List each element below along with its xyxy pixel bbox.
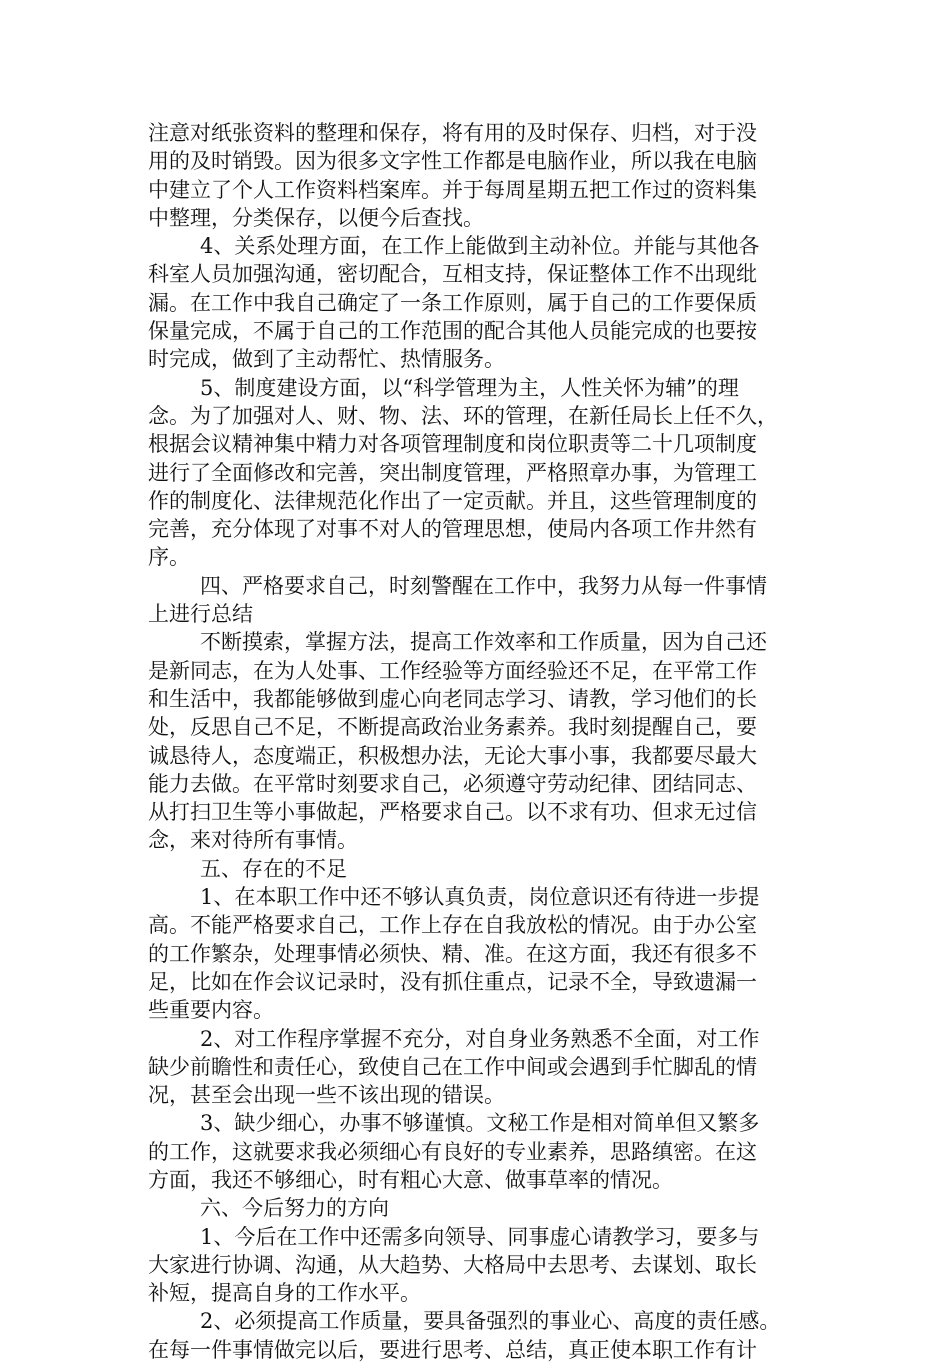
text-line: 方面，我还不够细心，时有粗心大意、做事草率的情况。 xyxy=(148,1167,673,1192)
text-line: 补短，提高自身的工作水平。 xyxy=(148,1281,421,1306)
text-line: 处，反思自己不足，不断提高政治业务素养。我时刻提醒自己，要 xyxy=(148,715,757,740)
text-line: 科室人员加强沟通，密切配合，互相支持，保证整体工作不出现纰 xyxy=(148,262,757,287)
text-line: 2、对工作程序掌握不充分，对自身业务熟悉不全面，对工作 xyxy=(200,1026,760,1051)
text-line: 高。不能严格要求自己，工作上存在自我放松的情况。由于办公室 xyxy=(148,913,757,938)
text-line: 能力去做。在平常时刻要求自己，必须遵守劳动纪律、团结同志、 xyxy=(148,771,757,796)
text-line: 在每一件事情做完以后，要进行思考、总结，真正使本职工作有计 xyxy=(148,1337,757,1362)
text-line: 四、严格要求自己，时刻警醒在工作中，我努力从每一件事情 xyxy=(200,573,767,598)
text-line: 保量完成，不属于自己的工作范围的配合其他人员能完成的也要按 xyxy=(148,319,757,344)
text-line: 漏。在工作中我自己确定了一条工作原则，属于自己的工作要保质 xyxy=(148,290,757,315)
text-line: 2、必须提高工作质量，要具备强烈的事业心、高度的责任感。 xyxy=(200,1309,781,1334)
text-line: 念。为了加强对人、财、物、法、环的管理，在新任局长上任不久， xyxy=(148,403,778,428)
text-line: 中整理，分类保存，以便今后查找。 xyxy=(148,205,484,230)
text-line: 中建立了个人工作资料档案库。并于每周星期五把工作过的资料集 xyxy=(148,177,757,202)
text-line: 时完成，做到了主动帮忙、热情服务。 xyxy=(148,347,505,372)
text-line: 3、缺少细心，办事不够谨慎。文秘工作是相对简单但又繁多 xyxy=(200,1111,760,1136)
text-line: 些重要内容。 xyxy=(148,998,274,1023)
text-line: 六、今后努力的方向 xyxy=(200,1196,389,1221)
text-line: 缺少前瞻性和责任心，致使自己在工作中间或会遇到手忙脚乱的情 xyxy=(148,1054,757,1079)
text-line: 1、在本职工作中还不够认真负责，岗位意识还有待进一步提 xyxy=(200,885,760,910)
text-line: 的工作繁杂，处理事情必须快、精、准。在这方面，我还有很多不 xyxy=(148,941,757,966)
text-line: 完善，充分体现了对事不对人的管理思想，使局内各项工作井然有 xyxy=(148,517,757,542)
text-line: 诚恳待人，态度端正，积极想办法，无论大事小事，我都要尽最大 xyxy=(148,743,757,768)
text-line: 进行了全面修改和完善，突出制度管理，严格照章办事，为管理工 xyxy=(148,460,757,485)
text-line: 5、制度建设方面，以“科学管理为主，人性关怀为辅”的理 xyxy=(200,375,739,400)
text-line: 不断摸索，掌握方法，提高工作效率和工作质量，因为自己还 xyxy=(200,630,767,655)
document-body xyxy=(148,119,828,1364)
text-line: 从打扫卫生等小事做起，严格要求自己。以不求有功、但求无过信 xyxy=(148,800,757,825)
text-line: 根据会议精神集中精力对各项管理制度和岗位职责等二十几项制度 xyxy=(148,432,757,457)
text-line: 序。 xyxy=(148,545,190,570)
text-line: 大家进行协调、沟通，从大趋势、大格局中去思考、去谋划、取长 xyxy=(148,1252,757,1277)
text-line: 4、关系处理方面，在工作上能做到主动补位。并能与其他各 xyxy=(200,234,760,259)
text-line: 是新同志，在为人处事、工作经验等方面经验还不足，在平常工作 xyxy=(148,658,757,683)
text-line: 五、存在的不足 xyxy=(200,856,347,881)
text-line: 上进行总结 xyxy=(148,602,253,627)
text-line: 念，来对待所有事情。 xyxy=(148,828,358,853)
text-line: 和生活中，我都能够做到虚心向老同志学习、请教，学习他们的长 xyxy=(148,686,757,711)
text-line: 作的制度化、法律规范化作出了一定贡献。并且，这些管理制度的 xyxy=(148,488,757,513)
text-line: 用的及时销毁。因为很多文字性工作都是电脑作业，所以我在电脑 xyxy=(148,149,757,174)
text-line: 足，比如在作会议记录时，没有抓住重点，记录不全，导致遗漏一 xyxy=(148,969,757,994)
text-line: 的工作，这就要求我必须细心有良好的专业素养，思路缜密。在这 xyxy=(148,1139,757,1164)
text-line: 注意对纸张资料的整理和保存，将有用的及时保存、归档，对于没 xyxy=(148,121,757,145)
text-line: 况，甚至会出现一些不该出现的错误。 xyxy=(148,1083,505,1108)
text-line: 1、今后在工作中还需多向领导、同事虚心请教学习，要多与 xyxy=(200,1224,760,1249)
